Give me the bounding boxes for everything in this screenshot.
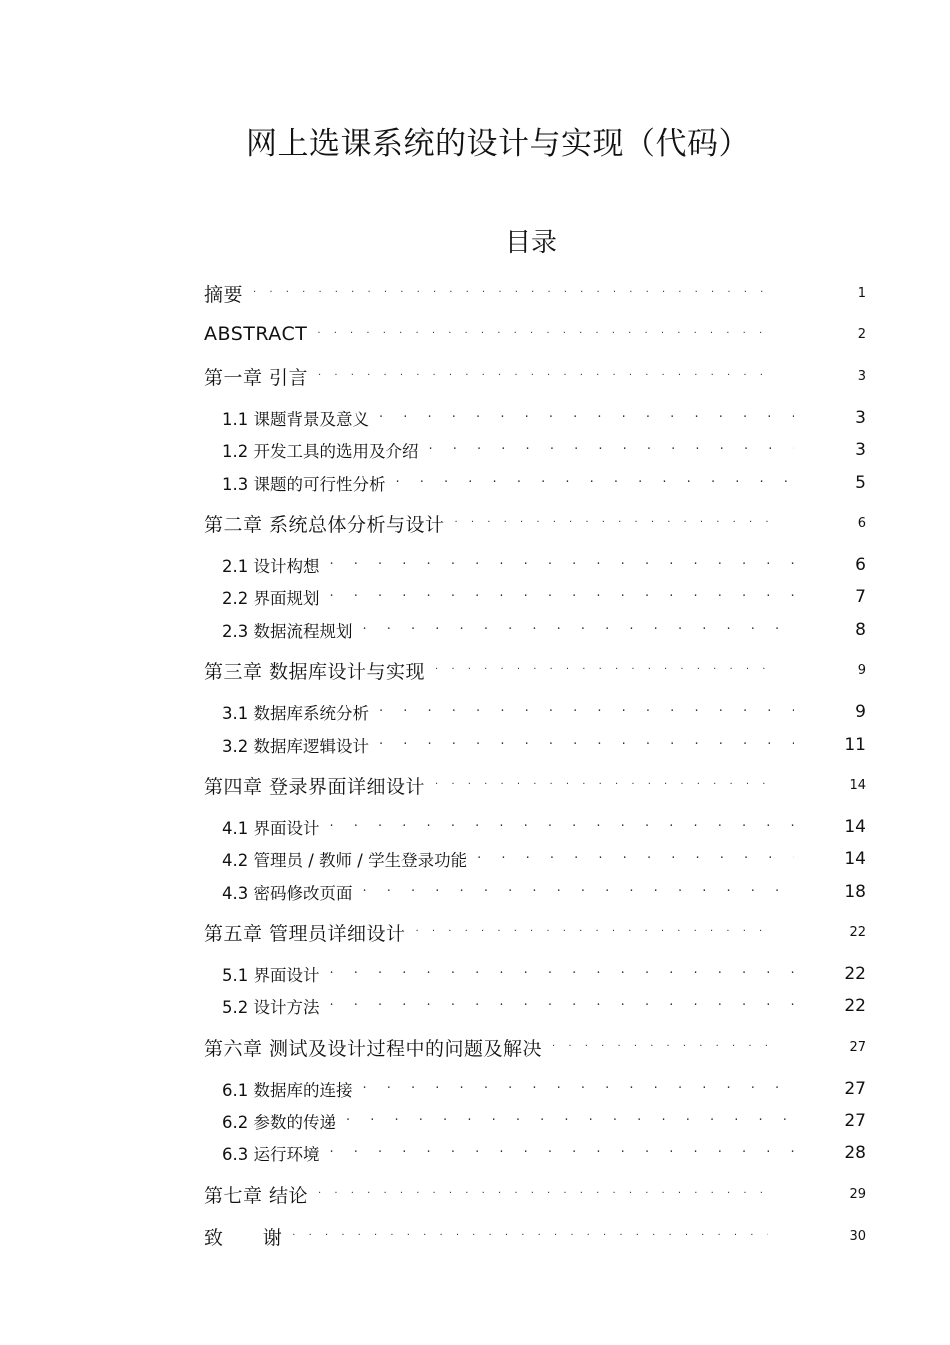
toc-entry[interactable] xyxy=(222,847,866,871)
toc-entry[interactable] xyxy=(204,658,866,682)
toc-entry-label: 3.2 数据库逻辑设计 xyxy=(222,737,369,756)
toc-dot-leader xyxy=(396,471,795,495)
toc-entry-page: 22 xyxy=(844,996,866,1016)
toc-entry[interactable] xyxy=(204,1182,866,1206)
toc-entry-page: 14 xyxy=(844,849,866,869)
toc-dot-leader xyxy=(363,618,795,642)
toc-entry[interactable] xyxy=(204,322,866,346)
toc-dot-leader xyxy=(363,880,795,904)
toc-entry[interactable] xyxy=(222,700,866,724)
toc-entry-page: 27 xyxy=(844,1079,866,1099)
toc-entry[interactable] xyxy=(222,471,866,495)
toc-entry-page: 3 xyxy=(857,368,866,384)
toc-entry-page: 6 xyxy=(857,515,866,531)
toc-entry-label: 1.1 课题背景及意义 xyxy=(222,410,369,429)
toc-entry-page: 6 xyxy=(855,555,866,575)
toc-entry-page: 22 xyxy=(844,964,866,984)
toc-entry-label: 致 谢 xyxy=(204,1226,283,1249)
toc-entry-page: 14 xyxy=(849,777,866,793)
toc-entry-label: 第四章 登录界面详细设计 xyxy=(204,775,426,798)
toc-entry-page: 7 xyxy=(855,587,866,607)
toc-dot-leader xyxy=(330,815,795,839)
toc-dot-leader xyxy=(330,585,795,609)
document-title: 网上选课系统的设计与实现（代码） xyxy=(246,126,750,162)
toc-entry-label: ABSTRACT xyxy=(204,323,308,345)
toc-entry[interactable] xyxy=(204,920,866,944)
toc-entry-page: 29 xyxy=(849,1186,866,1202)
toc-entry-page: 3 xyxy=(855,408,866,428)
toc-dot-leader xyxy=(379,406,794,430)
toc-entry-page: 9 xyxy=(855,702,866,722)
toc-entry[interactable] xyxy=(222,815,866,839)
toc-entry-label: 2.1 设计构想 xyxy=(222,557,320,576)
toc-entry-label: 第五章 管理员详细设计 xyxy=(204,922,406,945)
toc-entry-page: 2 xyxy=(857,326,866,342)
toc-dot-leader xyxy=(363,1077,795,1101)
toc-dot-leader xyxy=(455,511,768,535)
toc-entry[interactable] xyxy=(222,585,866,609)
toc-entry-page: 28 xyxy=(844,1143,866,1163)
toc-entry-label: 5.1 界面设计 xyxy=(222,966,320,985)
toc-dot-leader xyxy=(435,773,768,797)
toc-entry[interactable] xyxy=(222,438,866,462)
toc-entry-page: 11 xyxy=(844,735,866,755)
toc-entry[interactable] xyxy=(222,618,866,642)
toc-dot-leader xyxy=(379,700,794,724)
toc-entry-page: 27 xyxy=(844,1111,866,1131)
toc-entry[interactable] xyxy=(222,880,866,904)
toc-dot-leader xyxy=(477,847,794,871)
toc-dot-leader xyxy=(330,1141,795,1165)
toc-entry-label: 6.2 参数的传递 xyxy=(222,1113,336,1132)
toc-entry-label: 4.1 界面设计 xyxy=(222,819,320,838)
toc-dot-leader xyxy=(330,553,795,577)
toc-entry-label: 摘要 xyxy=(204,283,244,306)
toc-entry-page: 3 xyxy=(855,440,866,460)
toc-entry-page: 18 xyxy=(844,882,866,902)
toc-entry-label: 第六章 测试及设计过程中的问题及解决 xyxy=(204,1037,543,1060)
toc-dot-leader xyxy=(253,281,768,305)
toc-entry-label: 1.2 开发工具的选用及介绍 xyxy=(222,442,419,461)
toc-entry[interactable] xyxy=(204,1224,866,1248)
toc-dot-leader xyxy=(346,1109,794,1133)
toc-entry-page: 22 xyxy=(849,924,866,940)
toc-entry-page: 14 xyxy=(844,817,866,837)
toc-dot-leader xyxy=(292,1224,768,1248)
toc-entry[interactable] xyxy=(222,1109,866,1133)
toc-dot-leader xyxy=(330,994,795,1018)
toc-dot-leader xyxy=(379,733,794,757)
toc-entry[interactable] xyxy=(222,553,866,577)
toc-heading: 目录 xyxy=(504,228,557,258)
toc-entry-label: 6.3 运行环境 xyxy=(222,1145,320,1164)
toc-entry-page: 27 xyxy=(849,1039,866,1055)
toc-dot-leader xyxy=(416,920,768,944)
toc-entry-page: 1 xyxy=(857,285,866,301)
toc-dot-leader xyxy=(429,438,795,462)
toc-entry[interactable] xyxy=(204,773,866,797)
toc-dot-leader xyxy=(317,322,768,346)
toc-entry-label: 第二章 系统总体分析与设计 xyxy=(204,513,445,536)
toc-entry[interactable] xyxy=(222,962,866,986)
toc-entry-page: 5 xyxy=(855,473,866,493)
toc-entry-label: 第七章 结论 xyxy=(204,1184,309,1207)
toc-entry[interactable] xyxy=(222,406,866,430)
toc-entry[interactable] xyxy=(222,1141,866,1165)
toc-dot-leader xyxy=(552,1035,768,1059)
toc-entry-label: 1.3 课题的可行性分析 xyxy=(222,475,386,494)
toc-entry[interactable] xyxy=(222,994,866,1018)
toc-entry-label: 2.3 数据流程规划 xyxy=(222,622,353,641)
toc-entry-label: 4.3 密码修改页面 xyxy=(222,884,353,903)
toc-entry[interactable] xyxy=(222,733,866,757)
toc-entry-label: 6.1 数据库的连接 xyxy=(222,1081,353,1100)
toc-entry-label: 3.1 数据库系统分析 xyxy=(222,704,369,723)
toc-entry[interactable] xyxy=(222,1077,866,1101)
toc-entry-label: 4.2 管理员 / 教师 / 学生登录功能 xyxy=(222,851,468,870)
toc-entry[interactable] xyxy=(204,281,866,305)
toc-entry[interactable] xyxy=(204,511,866,535)
toc-entry[interactable] xyxy=(204,1035,866,1059)
toc-entry-page: 9 xyxy=(857,662,866,678)
toc-entry-label: 2.2 界面规划 xyxy=(222,589,320,608)
toc-entry-label: 5.2 设计方法 xyxy=(222,998,320,1017)
toc-entry-page: 8 xyxy=(855,620,866,640)
toc-entry-label: 第一章 引言 xyxy=(204,366,309,389)
toc-entry-page: 30 xyxy=(849,1228,866,1244)
toc-dot-leader xyxy=(435,658,768,682)
toc-entry-label: 第三章 数据库设计与实现 xyxy=(204,660,426,683)
toc-dot-leader xyxy=(318,364,768,388)
toc-dot-leader xyxy=(318,1182,768,1206)
toc-entry[interactable] xyxy=(204,364,866,388)
toc-dot-leader xyxy=(330,962,795,986)
